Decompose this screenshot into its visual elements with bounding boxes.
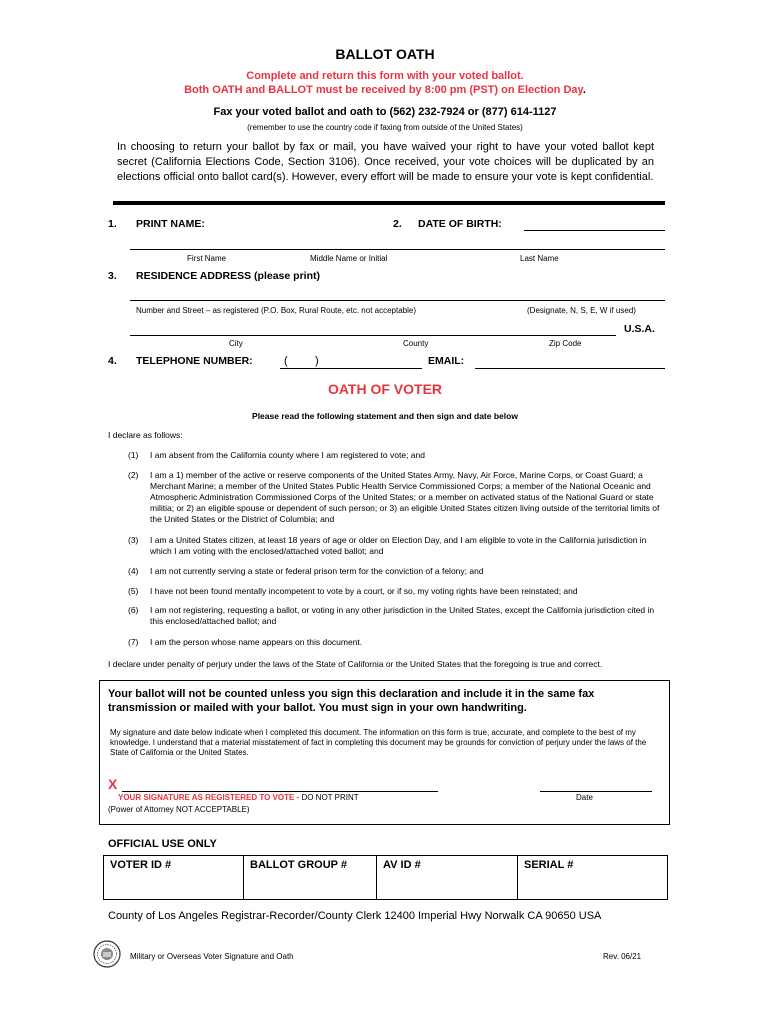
oath-item-text: I have not been found mentally incompetent to vote by a court, or if so, my voting rights have been reinstated; and <box>150 586 578 596</box>
oath-item-number: (6) <box>128 605 139 615</box>
fax-note: (remember to use the country code if faxing from outside of the United States) <box>247 123 523 132</box>
fax-line: Fax your voted ballot and oath to (562) 232-7924 or (877) 614-1127 <box>213 106 557 118</box>
email-input-line[interactable] <box>475 368 665 369</box>
oath-item <box>128 566 668 577</box>
signature-warning: Your ballot will not be counted unless you sign this declaration and include it in the same fax transmission or mailed with your ballot. You must sign in your own handwriting. <box>108 688 595 714</box>
signature-x-mark: X <box>108 776 118 792</box>
date-label: Date <box>576 793 593 802</box>
please-read: Please read the following statement and then sign and date below <box>252 411 518 421</box>
oath-item-text: I am a 1) member of the active or reserve components of the United States Army, Navy, Air Force, Marine Corps, or Coast Guard; a Merchant Marine; a member of the United States Public Health Service Commissioned Corps; a member of the National Oceanic and Atmospheric Administration Commissioned Corps of the United States; or a member on activated status of the National Guard or state militia; or 2) an eligible spouse or dependent of such person; or 3) an eligible United States citizen living outside of the territorial limits of the United States or the District of Columbia; and <box>150 470 660 524</box>
form-name: Military or Overseas Voter Signature and Oath <box>130 952 294 961</box>
power-of-attorney-note: (Power of Attorney NOT ACCEPTABLE) <box>108 805 250 814</box>
oath-item-text: I am absent from the California county where I am registered to vote; and <box>150 450 425 460</box>
serial-label: SERIAL # <box>524 859 574 871</box>
ballot-group-label: BALLOT GROUP # <box>250 859 347 871</box>
city-label: City <box>229 339 243 348</box>
field-number-2: 2. <box>393 218 402 230</box>
oath-item <box>128 605 668 627</box>
signature-label <box>118 793 359 802</box>
zip-label: Zip Code <box>549 339 582 348</box>
last-name-label: Last Name <box>520 254 559 263</box>
deadline-text: Both OATH and BALLOT must be received by 8:00 pm (PST) on Election Day <box>184 84 583 96</box>
oath-item-number: (4) <box>128 566 139 576</box>
oath-item-number: (1) <box>128 450 139 460</box>
signature-label-rest: - DO NOT PRINT <box>294 793 359 802</box>
section-divider <box>113 201 665 205</box>
av-id-label: AV ID # <box>383 859 421 871</box>
street-label: Number and Street – as registered (P.O. Box, Rural Route, etc. not acceptable) <box>136 306 416 315</box>
declare-intro: I declare as follows: <box>108 430 183 440</box>
county-address: County of Los Angeles Registrar-Recorder/County Clerk 12400 Imperial Hwy Norwalk CA 90650 USA <box>108 910 602 922</box>
oath-item-number: (2) <box>128 470 139 480</box>
telephone-input-line[interactable] <box>280 368 422 369</box>
av-id-cell <box>377 856 518 899</box>
voter-id-label: VOTER ID # <box>110 859 172 871</box>
official-use-table <box>103 855 668 900</box>
deadline-period: . <box>582 84 586 96</box>
oath-item-text: I am not currently serving a state or federal prison term for the conviction of a felony; and <box>150 566 484 576</box>
oath-item-text: I am the person whose name appears on this document. <box>150 637 363 647</box>
signature-box <box>99 680 670 825</box>
print-name-label: PRINT NAME: <box>136 218 205 230</box>
area-code-open: ( <box>284 355 288 367</box>
first-name-label: First Name <box>187 254 227 263</box>
street-input-line[interactable] <box>130 300 665 301</box>
oath-item-text: I am a United States citizen, at least 18 years of age or older on Election Day, and I am eligible to vote in the California jurisdiction in which I am voting with the enclosed/attached voted ballot; and <box>150 535 647 556</box>
deadline-instruction <box>0 84 770 96</box>
serial-cell <box>518 856 667 899</box>
field-number-4: 4. <box>108 355 117 367</box>
field-number-3: 3. <box>108 270 117 282</box>
field-number-1: 1. <box>108 218 117 230</box>
oath-item <box>128 450 668 461</box>
oath-item-number: (5) <box>128 586 139 596</box>
email-label: EMAIL: <box>428 355 465 367</box>
name-input-line[interactable] <box>130 249 665 250</box>
oath-item <box>128 470 668 525</box>
signature-label-red: YOUR SIGNATURE AS REGISTERED TO VOTE <box>118 793 295 802</box>
signature-statement: My signature and date below indicate when I completed this document. The information on this form is true, accurate, and complete to the best of my knowledge. I understand that a material misstatement of fact in completing this document may be grounds for conviction of perjury under the laws of the State of California or the United States. <box>110 728 647 757</box>
dob-input-line[interactable] <box>524 230 665 231</box>
oath-item-number: (7) <box>128 637 139 647</box>
oath-item-number: (3) <box>128 535 139 545</box>
return-instruction: Complete and return this form with your voted ballot. <box>246 70 524 82</box>
oath-title: OATH OF VOTER <box>327 381 443 397</box>
designate-label: (Designate, N, S, E, W if used) <box>527 306 636 315</box>
form-title: BALLOT OATH <box>335 46 435 62</box>
area-code-close: ) <box>315 355 319 367</box>
middle-name-label: Middle Name or Initial <box>310 254 388 263</box>
usa-label: U.S.A. <box>624 323 655 335</box>
perjury-declaration: I declare under penalty of perjury under the laws of the State of California or the United States that the foregoing is true and correct. <box>108 659 603 669</box>
oath-item <box>128 637 668 648</box>
ballot-group-cell <box>244 856 377 899</box>
residence-label: RESIDENCE ADDRESS (please print) <box>136 270 320 282</box>
oath-item <box>128 535 668 557</box>
signature-input-line[interactable] <box>122 791 438 792</box>
date-input-line[interactable] <box>540 791 652 792</box>
county-label: County <box>403 339 429 348</box>
official-use-title: OFFICIAL USE ONLY <box>108 838 217 850</box>
oath-item-text: I am not registering, requesting a ballot, or voting in any other jurisdiction in the United States, except the California jurisdiction cited in this enclosed/attached ballot; and <box>150 605 655 626</box>
dob-label: DATE OF BIRTH: <box>418 218 502 230</box>
intro-paragraph: In choosing to return your ballot by fax or mail, you have waived your right to have your voted ballot kept secret (California Elections Code, Section 3106). Once received, your vote choices will be duplicated by an elections official onto ballot card(s). However, every effort will be made to ensure your vote is kept confidential. <box>117 141 654 183</box>
voter-id-cell <box>104 856 244 899</box>
revision: Rev. 06/21 <box>603 952 642 961</box>
telephone-label: TELEPHONE NUMBER: <box>136 355 253 367</box>
city-input-line[interactable] <box>130 335 616 336</box>
county-seal-icon <box>93 940 121 968</box>
oath-item <box>128 586 668 597</box>
